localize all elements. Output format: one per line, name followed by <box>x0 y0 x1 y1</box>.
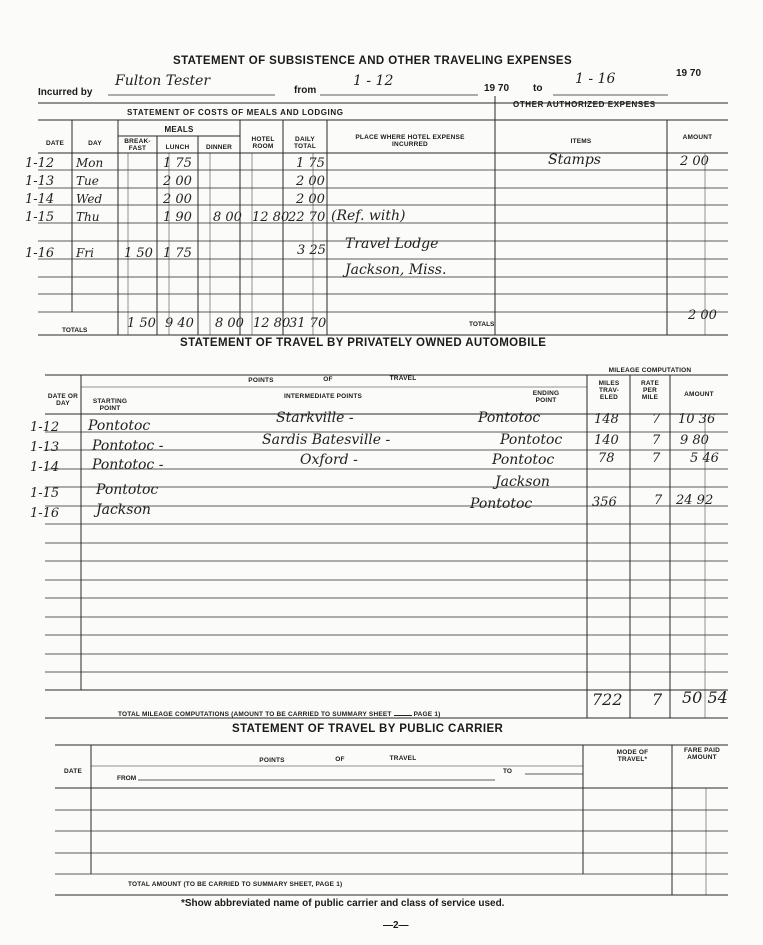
auto-header-points: POINTS <box>248 377 274 384</box>
auto-end: Pontotoc <box>500 432 563 448</box>
meals-header-place: PLACE WHERE HOTEL EXPENSE INCURRED <box>355 134 465 148</box>
public-header-points: POINTS <box>259 757 285 764</box>
auto-header-date: DATE OR DAY <box>47 393 79 407</box>
auto-rate: 7 <box>654 493 663 508</box>
meals-lunch: 2 00 <box>163 192 192 207</box>
public-header-to: TO <box>503 768 512 775</box>
main-title: STATEMENT OF SUBSISTENCE AND OTHER TRAVELING EXPENSES <box>173 55 573 67</box>
auto-end: Pontotoc <box>478 410 541 426</box>
meals-place: (Ref. with) <box>331 208 406 224</box>
meals-total: 2 00 <box>296 174 325 189</box>
meals-lunch: 1 75 <box>163 246 192 261</box>
meals-header-hotel: HOTEL ROOM <box>251 136 275 150</box>
public-header-travel: TRAVEL <box>389 755 417 762</box>
auto-header-rate: RATE PER MILE <box>640 380 659 401</box>
auto-date: 1-13 <box>30 440 60 455</box>
auto-rate: 7 <box>652 412 661 427</box>
other-totals-label: TOTALS <box>469 321 495 328</box>
other-item: Stamps <box>548 152 601 168</box>
from-date: 1 - 12 <box>353 73 394 89</box>
auto-date: 1-12 <box>30 420 60 435</box>
auto-intermediate: Starkville - <box>276 410 354 426</box>
meals-total-dinner: 8 00 <box>215 316 244 331</box>
auto-date: 1-14 <box>30 460 60 475</box>
auto-start: Pontotoc - <box>92 438 164 454</box>
to-label: to <box>533 83 543 94</box>
auto-header-mileage: MILEAGE COMPUTATION <box>608 367 692 374</box>
public-header-from: FROM <box>117 775 137 782</box>
public-header-mode: MODE OF TRAVEL* <box>616 749 649 763</box>
auto-amount: 9 80 <box>680 433 709 448</box>
from-year: 19 70 <box>484 83 510 94</box>
incurred-by-label: Incurred by <box>38 87 93 98</box>
auto-header-of: OF <box>323 376 333 383</box>
meals-total: 3 25 <box>297 243 326 258</box>
meals-total-hotel: 12 80 <box>253 316 291 331</box>
meals-total: 1 75 <box>296 156 325 171</box>
auto-miles: 356 <box>592 495 617 510</box>
auto-total-amount: 50 54 <box>682 688 728 707</box>
public-total-label: TOTAL AMOUNT (TO BE CARRIED TO SUMMARY SHEET, PAGE 1) <box>128 881 343 888</box>
meals-totals-label: TOTALS <box>62 327 88 334</box>
meals-date: 1-12 <box>25 156 55 171</box>
auto-intermediate: Oxford - <box>300 452 358 468</box>
meals-breakfast: 1 50 <box>124 246 153 261</box>
other-header-items: ITEMS <box>570 138 592 145</box>
other-total-amount: 2 00 <box>688 308 717 323</box>
auto-total-miles: 722 <box>592 690 623 709</box>
auto-intermediate: Sardis Batesville - <box>262 432 391 448</box>
meals-lunch: 1 90 <box>163 210 192 225</box>
auto-total-label-text: TOTAL MILEAGE COMPUTATIONS (AMOUNT TO BE CARRIED TO SUMMARY SHEET <box>118 711 392 718</box>
meals-lunch: 2 00 <box>163 174 192 189</box>
meals-day: Wed <box>76 192 103 206</box>
meals-total: 2 00 <box>296 192 325 207</box>
auto-start: Pontotoc <box>96 482 159 498</box>
incurred-by-value: Fulton Tester <box>115 73 211 89</box>
auto-date: 1-15 <box>30 486 60 501</box>
meals-total-daily: 31 70 <box>289 316 327 331</box>
auto-header-miles: MILES TRAV-ELED <box>598 380 620 401</box>
meals-date: 1-16 <box>25 246 55 261</box>
auto-start: Pontotoc <box>88 418 151 434</box>
auto-end: Jackson <box>495 474 550 490</box>
public-section-title: STATEMENT OF TRAVEL BY PUBLIC CARRIER <box>232 723 504 735</box>
meals-header-day: DAY <box>88 140 102 147</box>
auto-amount: 24 92 <box>676 493 714 508</box>
auto-header-amount: AMOUNT <box>684 391 714 398</box>
other-amount: 2 00 <box>680 154 709 169</box>
meals-day: Thu <box>76 210 100 224</box>
auto-rate: 7 <box>652 433 661 448</box>
auto-section-title: STATEMENT OF TRAVEL BY PRIVATELY OWNED AUTOMOBILE <box>180 337 547 349</box>
other-expenses-title: OTHER AUTHORIZED EXPENSES <box>513 100 656 109</box>
auto-start: Jackson <box>96 502 151 518</box>
meals-date: 1-15 <box>25 210 55 225</box>
other-header-amount: AMOUNT <box>682 134 713 141</box>
auto-start: Pontotoc - <box>92 457 164 473</box>
auto-amount: 10 36 <box>678 412 716 427</box>
auto-amount: 5 46 <box>690 451 719 466</box>
from-label: from <box>294 85 317 96</box>
auto-date: 1-16 <box>30 506 60 521</box>
to-date: 1 - 16 <box>575 71 616 87</box>
auto-header-ending: ENDING POINT <box>532 390 560 404</box>
meals-day: Mon <box>76 156 104 170</box>
auto-total-rate: 7 <box>652 690 663 709</box>
to-year: 19 70 <box>676 68 702 79</box>
meals-header-meals: MEALS <box>164 125 194 134</box>
auto-end: Pontotoc <box>492 452 555 468</box>
meals-header-breakfast: BREAK-FAST <box>124 138 151 152</box>
auto-miles: 78 <box>598 451 615 466</box>
auto-header-starting: STARTING POINT <box>92 398 128 412</box>
footnote: *Show abbreviated name of public carrier and class of service used. <box>181 898 505 909</box>
public-header-of: OF <box>335 756 345 763</box>
auto-header-intermediate: INTERMEDIATE POINTS <box>283 393 363 400</box>
meals-day: Tue <box>76 174 99 188</box>
meals-date: 1-13 <box>25 174 55 189</box>
auto-total-label-page: PAGE 1) <box>413 711 441 718</box>
meals-day: Fri <box>76 246 94 260</box>
auto-miles: 140 <box>594 433 619 448</box>
meals-header-lunch: LUNCH <box>165 144 190 151</box>
meals-total: 22 70 <box>288 210 326 225</box>
meals-date: 1-14 <box>25 192 55 207</box>
page-number: —2— <box>383 920 409 931</box>
meals-section-title: STATEMENT OF COSTS OF MEALS AND LODGING <box>127 108 344 117</box>
public-header-date: DATE <box>63 768 82 775</box>
meals-dinner: 8 00 <box>213 210 242 225</box>
auto-header-travel: TRAVEL <box>389 375 417 382</box>
meals-total-lunch: 9 40 <box>165 316 194 331</box>
meals-header-dinner: DINNER <box>205 144 233 151</box>
meals-header-total: DAILY TOTAL <box>293 136 317 150</box>
meals-place: Travel Lodge <box>345 236 439 252</box>
auto-miles: 148 <box>594 412 619 427</box>
auto-total-label <box>118 711 441 718</box>
meals-hotel: 12 80 <box>252 210 290 225</box>
auto-rate: 7 <box>652 451 661 466</box>
meals-place: Jackson, Miss. <box>345 262 447 278</box>
public-header-fare: FARE PAID AMOUNT <box>684 747 720 761</box>
meals-header-date: DATE <box>45 140 64 147</box>
meals-total-breakfast: 1 50 <box>127 316 156 331</box>
auto-end: Pontotoc <box>470 496 533 512</box>
meals-lunch: 1 75 <box>163 156 192 171</box>
